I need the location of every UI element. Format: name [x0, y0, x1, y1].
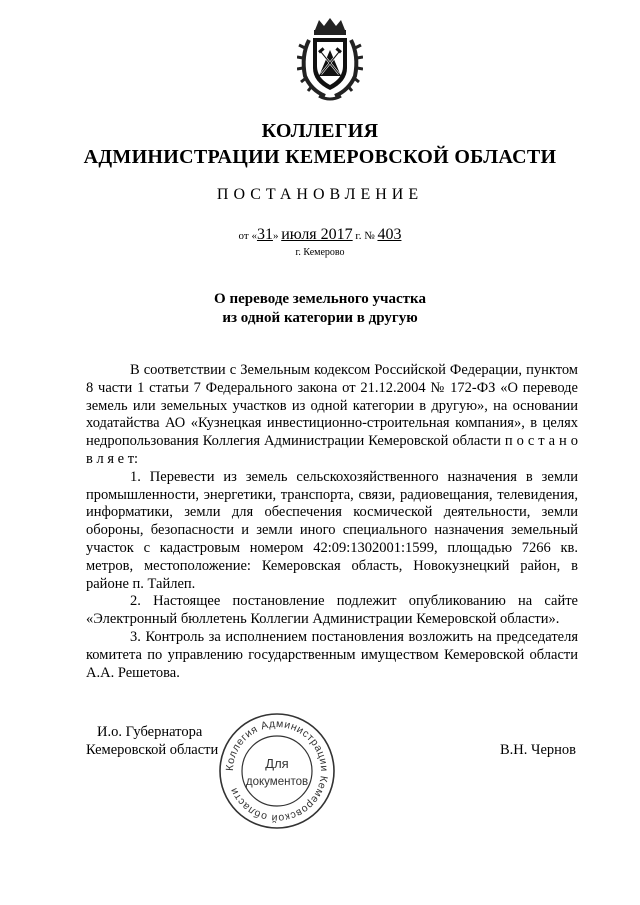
stamp-center-line1: Для — [265, 756, 289, 771]
signatory-name: В.Н. Чернов — [500, 742, 576, 758]
document-title-line2: из одной категории в другую — [222, 310, 418, 326]
item-3: 3. Контроль за исполнением постановления возложить на председателя комитета по управлению государственным имуществом Кемеровской области А.А. Решетова. — [86, 628, 578, 681]
preamble-paragraph — [86, 362, 578, 469]
official-stamp — [218, 712, 336, 830]
city-label: г. Кемерово — [295, 247, 345, 258]
stamp-center-line2: документов — [245, 776, 309, 788]
number-label: № — [364, 230, 375, 242]
document-title-line1: О переводе земельного участка — [214, 291, 426, 307]
date-sep: » — [272, 230, 279, 242]
signatory-role-line2: Кемеровской области — [86, 742, 219, 758]
date-prefix: от « — [238, 230, 257, 242]
document-body — [86, 362, 578, 682]
organization-title-line2: АДМИНИСТРАЦИИ КЕМЕРОВСКОЙ ОБЛАСТИ — [83, 146, 557, 168]
stamp-ring-text: Коллегия Администрации Кемеровской области — [223, 717, 331, 825]
signatory-role-line1: И.о. Губернатора — [97, 724, 203, 740]
item-1: 1. Перевести из земель сельскохозяйственного назначения в земли промышленности, энергетики, транспорта, связи, радиовещания, телевидения, информатики, земли для обеспечения космической деятельности, земли обороны, безопасности и земли иного специального назначения земельный участок с кадастровым номером 42:09:1302001:1599, площадью 7266 кв. метров, местоположение: Кемеровская область, Новокузнецкий район, в районе п. Тайлеп. — [86, 468, 578, 592]
document-type: ПОСТАНОВЛЕНИЕ — [216, 186, 424, 203]
organization-title-line1: КОЛЛЕГИЯ — [261, 120, 379, 142]
date-year-suffix: г. — [355, 230, 362, 242]
decree-word: п о с т а н о в л я е т: — [86, 433, 579, 467]
document-number: 403 — [377, 226, 402, 243]
date-line — [0, 226, 640, 244]
preamble-text: В соответствии с Земельным кодексом Российской Федерации, пунктом 8 части 1 статьи 7 Федерального закона от 21.12.2004 № 172-ФЗ «О переводе земель или земельных участков из одной категории в другую», на основании ходатайства АО «Кузнецкая инвестиционно-строительная компания», в целях недропользования Коллегия Администрации Кемеровской области — [86, 362, 578, 450]
coat-of-arms-icon — [297, 16, 363, 102]
date-month-year: июля 2017 — [281, 226, 353, 243]
date-day: 31 — [256, 226, 273, 243]
item-2: 2. Настоящее постановление подлежит опубликованию на сайте «Электронный бюллетень Коллегии Администрации Кемеровской области». — [86, 593, 578, 628]
